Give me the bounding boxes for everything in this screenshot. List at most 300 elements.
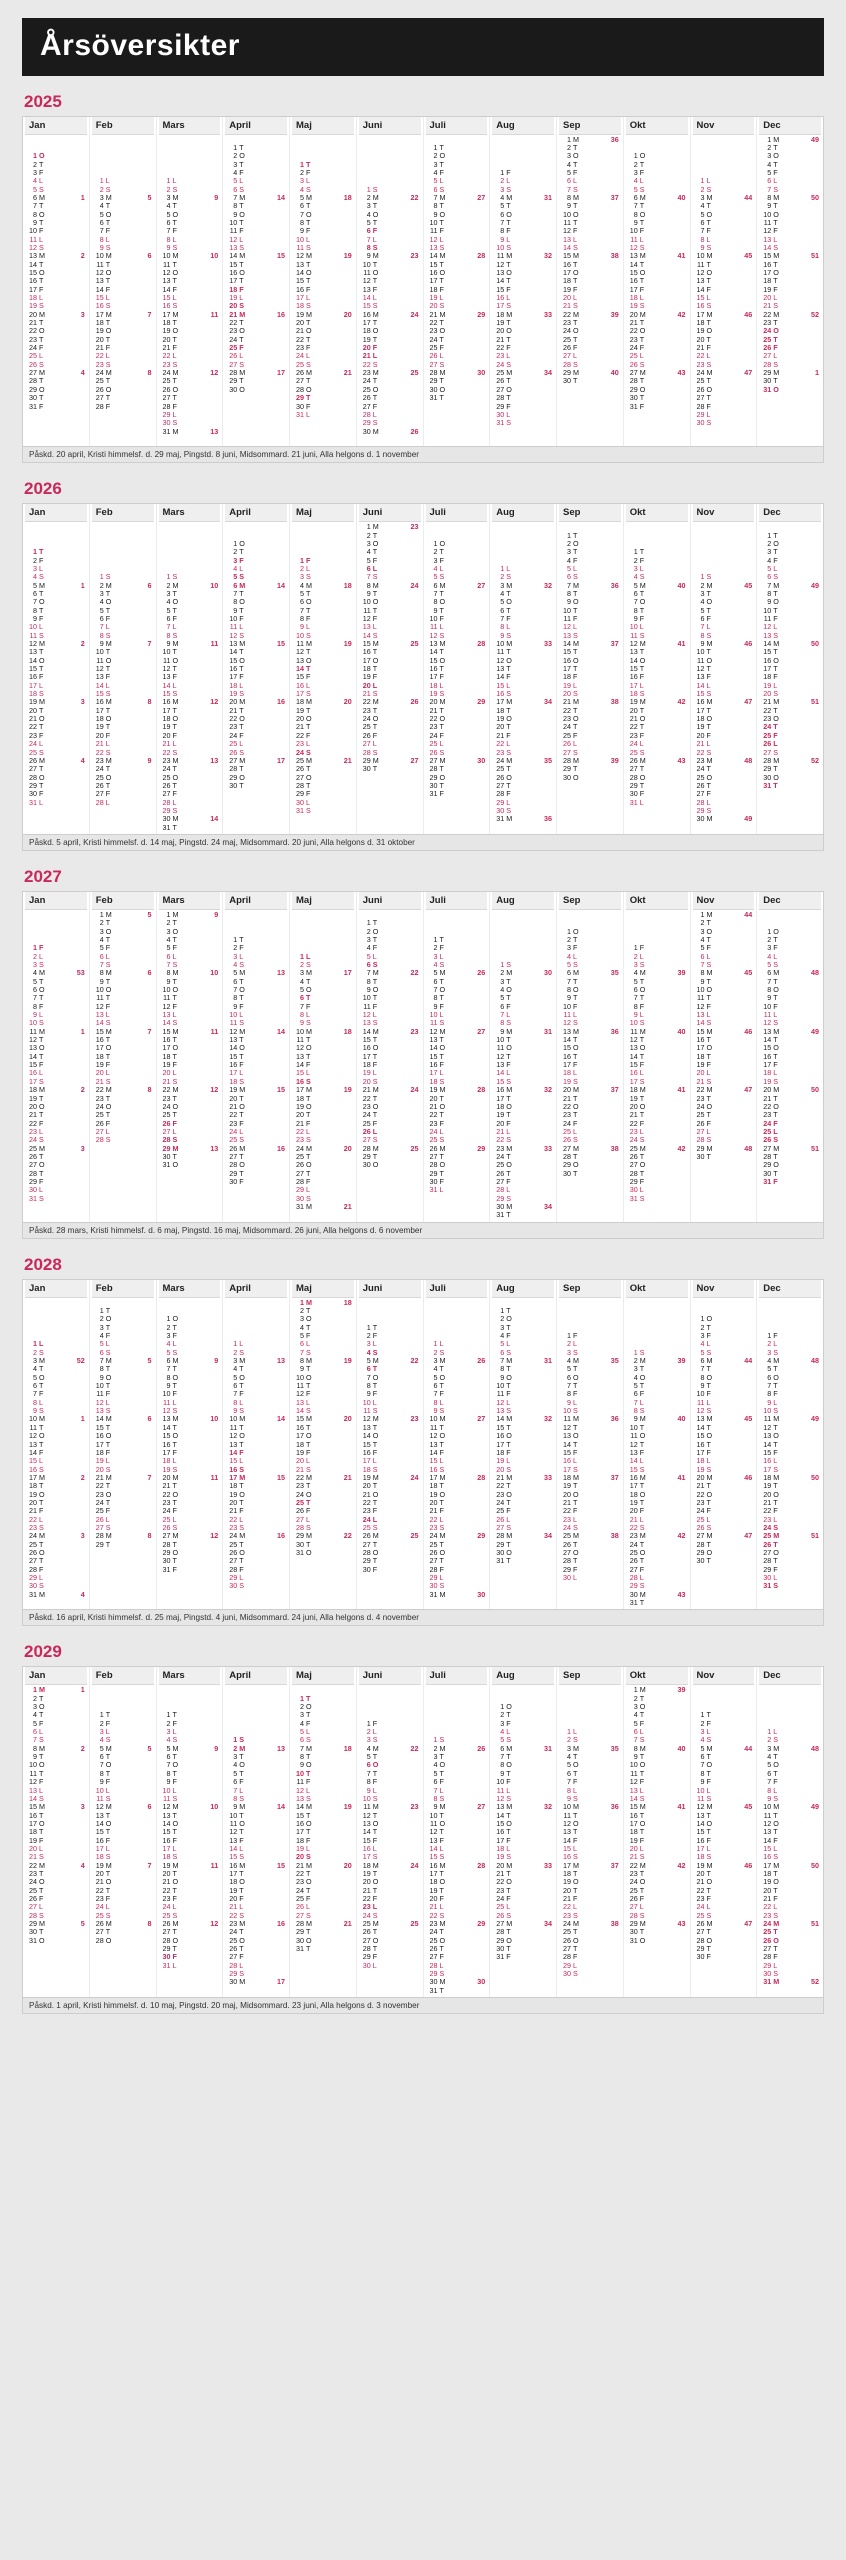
day-number: 18 bbox=[763, 276, 772, 286]
year-label: 2025 bbox=[24, 91, 62, 111]
day-number: 26 bbox=[296, 1160, 304, 1170]
day-number: 19 bbox=[29, 1093, 37, 1103]
day-letter: T bbox=[573, 547, 578, 557]
day-letter: S bbox=[105, 1464, 111, 1474]
day-letter: M bbox=[773, 697, 780, 707]
day-number: 3 bbox=[166, 926, 171, 936]
day-letter: M bbox=[706, 580, 713, 590]
day-number: 28 bbox=[563, 755, 571, 765]
day-letter: T bbox=[39, 547, 44, 557]
day-number: 16 bbox=[95, 697, 104, 707]
day-number: 22 bbox=[362, 697, 371, 707]
week-number: 5 bbox=[147, 192, 152, 202]
day-letter: T bbox=[105, 1497, 111, 1507]
day-letter: T bbox=[105, 376, 111, 386]
day-number: 2 bbox=[99, 184, 104, 194]
day-letter: O bbox=[506, 655, 512, 665]
day-letter: M bbox=[506, 1201, 513, 1211]
day-number: 27 bbox=[296, 376, 304, 386]
day-letter: M bbox=[306, 1143, 312, 1153]
holiday-notes: Påskd. 5 april, Kristi himmelsf. d. 14 maj, Pingstd. 24 maj, Midsommard. 20 juni, Alla helgons d. 31 oktober bbox=[23, 834, 823, 850]
week-number: 1 bbox=[80, 1414, 85, 1424]
week-number: 29 bbox=[477, 1143, 486, 1153]
day-letter: S bbox=[39, 359, 44, 369]
day-number: 11 bbox=[163, 655, 171, 665]
day-letter: S bbox=[105, 1406, 111, 1416]
day-number: 2 bbox=[366, 192, 371, 202]
month-column bbox=[157, 892, 224, 1222]
day-number: 28 bbox=[95, 1531, 104, 1541]
day-number: 1 bbox=[99, 176, 104, 186]
day-number: 4 bbox=[33, 176, 37, 186]
day-number: 6 bbox=[33, 985, 37, 995]
day-letter: M bbox=[773, 309, 780, 319]
day-number: 8 bbox=[99, 234, 104, 244]
day-letter: T bbox=[372, 764, 378, 774]
day-number: 17 bbox=[496, 697, 505, 707]
day-letter: T bbox=[172, 918, 177, 928]
day-letter: S bbox=[706, 1076, 712, 1086]
month-column bbox=[90, 892, 157, 1222]
day-number: 2 bbox=[567, 142, 571, 152]
day-letter: M bbox=[639, 192, 646, 202]
day-number: 8 bbox=[99, 968, 104, 978]
day-letter: T bbox=[439, 1035, 444, 1045]
day-letter: T bbox=[172, 605, 177, 615]
month-column bbox=[90, 1280, 157, 1610]
day-number: 13 bbox=[162, 276, 171, 286]
day-number: 23 bbox=[162, 1093, 171, 1103]
day-list bbox=[693, 910, 755, 1220]
day-number: 24 bbox=[362, 376, 371, 386]
day-number: 11 bbox=[96, 259, 104, 269]
day-number: 2 bbox=[233, 943, 238, 953]
day-number: 21 bbox=[429, 705, 438, 715]
day-letter: F bbox=[105, 343, 111, 353]
day-number: 15 bbox=[229, 1051, 238, 1061]
day-letter: O bbox=[706, 1043, 713, 1053]
day-letter: M bbox=[773, 580, 780, 590]
day-number: 11 bbox=[363, 1001, 371, 1011]
day-number: 17 bbox=[496, 1093, 505, 1103]
day-number: 28 bbox=[429, 764, 438, 774]
day-number: 28 bbox=[496, 789, 505, 799]
day-letter: M bbox=[573, 968, 579, 978]
day-row bbox=[693, 815, 755, 823]
day-letter: F bbox=[773, 943, 778, 953]
day-number: 15 bbox=[29, 268, 37, 277]
day-list bbox=[759, 522, 821, 832]
day-letter: F bbox=[639, 672, 645, 682]
day-number: 2 bbox=[567, 934, 571, 944]
month-column bbox=[90, 117, 157, 447]
day-letter: T bbox=[39, 1422, 44, 1432]
day-list bbox=[492, 910, 554, 1220]
day-number: 14 bbox=[162, 680, 171, 690]
day-letter: F bbox=[706, 943, 711, 953]
day-number: 25 bbox=[629, 351, 638, 361]
day-letter: F bbox=[239, 555, 244, 565]
day-number: 13 bbox=[362, 622, 371, 632]
week-number: 17 bbox=[343, 968, 352, 978]
day-letter: L bbox=[172, 351, 177, 361]
day-number: 22 bbox=[696, 747, 705, 757]
day-letter: O bbox=[105, 268, 112, 277]
day-number: 16 bbox=[29, 1464, 37, 1474]
day-letter: M bbox=[706, 251, 713, 261]
day-number: 14 bbox=[229, 251, 238, 261]
week-number: 14 bbox=[277, 1026, 285, 1036]
day-letter: S bbox=[39, 630, 44, 640]
day-letter: O bbox=[506, 714, 512, 724]
day-letter: T bbox=[372, 605, 378, 615]
day-letter: S bbox=[239, 689, 245, 699]
day-letter: T bbox=[573, 993, 578, 1003]
day-number: 2 bbox=[300, 167, 304, 177]
day-number: 14 bbox=[696, 1018, 705, 1028]
day-number: 20 bbox=[29, 705, 37, 715]
day-letter: T bbox=[372, 1035, 378, 1045]
day-number: 24 bbox=[95, 764, 104, 774]
day-number: 24 bbox=[763, 1118, 772, 1128]
week-number: 3 bbox=[80, 1143, 85, 1153]
day-letter: F bbox=[105, 1331, 111, 1341]
day-letter: M bbox=[372, 639, 379, 649]
day-number: 24 bbox=[496, 1151, 505, 1161]
week-number: 9 bbox=[214, 192, 219, 202]
day-number: 9 bbox=[233, 1001, 238, 1011]
day-number: 19 bbox=[563, 284, 571, 294]
day-number: 22 bbox=[563, 705, 571, 715]
day-letter: M bbox=[239, 755, 246, 765]
day-number: 12 bbox=[362, 1010, 371, 1020]
day-letter: O bbox=[172, 772, 179, 782]
day-letter: O bbox=[439, 1101, 446, 1111]
day-letter: F bbox=[105, 614, 111, 623]
day-letter: F bbox=[306, 1060, 311, 1070]
day-letter: S bbox=[439, 1135, 445, 1145]
day-list bbox=[626, 135, 688, 445]
day-number: 23 bbox=[229, 722, 238, 732]
day-letter: T bbox=[39, 705, 44, 715]
day-letter: F bbox=[706, 789, 711, 799]
day-letter: O bbox=[706, 985, 713, 995]
day-letter: O bbox=[105, 384, 112, 394]
day-number: 13 bbox=[29, 1043, 37, 1053]
day-letter: O bbox=[372, 209, 379, 219]
day-number: 19 bbox=[629, 301, 638, 311]
day-letter: S bbox=[372, 630, 378, 640]
day-number: 2 bbox=[33, 951, 37, 961]
day-letter: L bbox=[773, 1126, 778, 1136]
day-row bbox=[292, 1203, 354, 1211]
day-letter: M bbox=[172, 580, 179, 590]
day-number: 31 bbox=[29, 797, 37, 807]
day-number: 17 bbox=[29, 284, 37, 294]
day-letter: O bbox=[105, 326, 112, 336]
day-number: 19 bbox=[95, 722, 104, 732]
day-number: 16 bbox=[95, 301, 104, 311]
week-number: 5 bbox=[147, 909, 152, 919]
day-letter: F bbox=[372, 1060, 378, 1070]
day-letter: O bbox=[39, 209, 45, 219]
day-row bbox=[559, 774, 621, 782]
day-letter: M bbox=[706, 697, 713, 707]
day-number: 28 bbox=[95, 1135, 104, 1145]
day-number: 6 bbox=[33, 192, 37, 202]
day-letter: O bbox=[39, 985, 45, 995]
day-number: 21 bbox=[429, 309, 438, 319]
day-number: 29 bbox=[296, 1185, 304, 1195]
day-number: 27 bbox=[563, 1143, 571, 1153]
day-number: 7 bbox=[233, 588, 238, 598]
day-letter: T bbox=[439, 1151, 444, 1161]
day-number: 23 bbox=[429, 722, 438, 732]
day-number: 27 bbox=[162, 1126, 171, 1136]
day-letter: M bbox=[105, 968, 112, 978]
day-letter: F bbox=[306, 226, 311, 236]
day-number: 23 bbox=[162, 755, 171, 765]
day-letter: S bbox=[306, 1193, 311, 1203]
day-letter: L bbox=[506, 293, 511, 303]
day-letter: S bbox=[372, 572, 378, 582]
day-letter: O bbox=[639, 772, 646, 782]
day-letter: F bbox=[172, 730, 177, 740]
day-number: 11 bbox=[296, 242, 304, 252]
month-column bbox=[557, 504, 624, 834]
day-number: 22 bbox=[429, 318, 438, 328]
month-header: Maj bbox=[292, 892, 354, 910]
day-number: 4 bbox=[233, 563, 238, 573]
day-letter: S bbox=[506, 960, 512, 969]
day-number: 14 bbox=[496, 672, 505, 682]
day-number: 16 bbox=[496, 293, 505, 303]
month-column bbox=[357, 117, 424, 447]
day-letter: T bbox=[372, 934, 378, 944]
day-number: 15 bbox=[95, 689, 104, 699]
day-letter: S bbox=[306, 747, 311, 757]
day-letter: S bbox=[506, 1018, 512, 1028]
day-number: 1 bbox=[433, 538, 438, 548]
day-letter: S bbox=[172, 1076, 178, 1086]
day-letter: S bbox=[105, 960, 111, 969]
day-letter: M bbox=[506, 968, 513, 978]
day-number: 22 bbox=[162, 1085, 171, 1095]
day-number: 21 bbox=[496, 730, 505, 740]
day-letter: L bbox=[372, 563, 378, 573]
day-number: 7 bbox=[700, 226, 705, 236]
day-letter: T bbox=[439, 722, 444, 732]
month-header: Dec bbox=[759, 504, 821, 522]
day-letter: M bbox=[439, 755, 446, 765]
day-letter: L bbox=[239, 1126, 244, 1136]
month-header: Aug bbox=[492, 892, 554, 910]
day-number: 24 bbox=[229, 334, 238, 344]
day-number: 15 bbox=[563, 647, 571, 657]
day-number: 8 bbox=[633, 209, 638, 219]
day-letter: O bbox=[573, 1101, 579, 1111]
day-number: 11 bbox=[697, 655, 705, 665]
day-letter: F bbox=[105, 226, 111, 236]
day-number: 25 bbox=[29, 351, 37, 361]
day-number: 10 bbox=[362, 993, 371, 1003]
week-number: 20 bbox=[343, 697, 352, 707]
day-letter: O bbox=[239, 714, 245, 724]
day-letter: M bbox=[506, 1085, 513, 1095]
day-letter: S bbox=[105, 1135, 111, 1145]
week-number: 27 bbox=[477, 192, 486, 202]
day-list bbox=[559, 135, 621, 445]
day-letter: F bbox=[706, 343, 711, 353]
month-column bbox=[223, 504, 290, 834]
day-number: 11 bbox=[430, 226, 438, 236]
day-number: 8 bbox=[300, 614, 304, 623]
day-letter: M bbox=[39, 1531, 45, 1541]
day-number: 11 bbox=[496, 647, 505, 657]
day-letter: S bbox=[506, 689, 512, 699]
week-number: 6 bbox=[147, 251, 152, 261]
day-number: 5 bbox=[633, 976, 638, 986]
day-letter: F bbox=[639, 1176, 645, 1186]
day-number: 31 bbox=[496, 418, 505, 428]
day-number: 18 bbox=[563, 1068, 571, 1078]
day-number: 17 bbox=[362, 655, 371, 665]
day-letter: S bbox=[439, 242, 445, 252]
day-number: 11 bbox=[96, 655, 104, 665]
week-number: 36 bbox=[610, 580, 619, 590]
day-number: 6 bbox=[33, 1381, 37, 1391]
day-letter: T bbox=[506, 1210, 511, 1220]
day-row bbox=[159, 824, 221, 832]
day-number: 5 bbox=[366, 217, 371, 227]
day-letter: M bbox=[639, 1085, 646, 1095]
week-number: 43 bbox=[677, 755, 686, 765]
week-number: 28 bbox=[477, 1085, 486, 1095]
day-number: 29 bbox=[362, 1151, 371, 1161]
month-column bbox=[757, 504, 823, 834]
day-letter: M bbox=[439, 1026, 446, 1036]
day-number: 14 bbox=[496, 1068, 505, 1078]
day-number: 18 bbox=[563, 672, 571, 682]
week-number: 23 bbox=[410, 1026, 419, 1036]
day-letter: T bbox=[172, 934, 177, 944]
day-letter: M bbox=[239, 1143, 246, 1153]
day-letter: M bbox=[39, 309, 45, 319]
day-number: 25 bbox=[629, 1143, 638, 1153]
day-letter: F bbox=[306, 1118, 311, 1128]
day-letter: S bbox=[439, 1018, 445, 1028]
day-letter: T bbox=[172, 1051, 177, 1061]
day-letter: T bbox=[372, 1151, 378, 1161]
day-row bbox=[626, 799, 688, 807]
day-number: 4 bbox=[700, 597, 705, 607]
day-number: 17 bbox=[763, 664, 772, 674]
day-letter: S bbox=[239, 572, 245, 582]
day-number: 23 bbox=[296, 1135, 304, 1145]
day-letter: F bbox=[39, 1118, 44, 1128]
day-letter: F bbox=[39, 284, 44, 294]
day-letter: M bbox=[306, 639, 312, 649]
day-number: 31 bbox=[763, 384, 772, 394]
day-number: 23 bbox=[296, 739, 304, 749]
day-number: 22 bbox=[296, 730, 304, 740]
day-letter: L bbox=[573, 1068, 577, 1078]
month-column bbox=[424, 504, 491, 834]
day-letter: F bbox=[239, 672, 244, 682]
day-letter: T bbox=[105, 1322, 111, 1332]
day-number: 30 bbox=[229, 384, 238, 394]
day-letter: O bbox=[506, 985, 512, 995]
day-number: 2 bbox=[99, 1314, 104, 1324]
day-number: 21 bbox=[362, 689, 371, 699]
day-letter: S bbox=[372, 1076, 378, 1086]
day-number: 28 bbox=[696, 401, 705, 411]
day-letter: M bbox=[573, 580, 579, 590]
day-number: 26 bbox=[563, 1135, 571, 1145]
day-list bbox=[225, 135, 287, 445]
day-number: 7 bbox=[166, 226, 171, 236]
week-number: 19 bbox=[343, 1085, 352, 1095]
day-number: 30 bbox=[296, 797, 304, 807]
day-number: 1 bbox=[767, 926, 772, 936]
day-number: 26 bbox=[629, 359, 638, 369]
day-letter: T bbox=[573, 142, 578, 152]
day-number: 6 bbox=[233, 580, 238, 590]
day-number: 31 bbox=[29, 401, 37, 411]
day-number: 1 bbox=[767, 530, 772, 540]
day-letter: L bbox=[39, 1068, 43, 1078]
day-letter: O bbox=[39, 1547, 45, 1557]
week-number: 8 bbox=[147, 368, 152, 378]
month-column bbox=[23, 117, 90, 447]
day-number: 24 bbox=[563, 326, 571, 336]
day-letter: T bbox=[773, 588, 778, 598]
day-letter: T bbox=[372, 664, 378, 674]
day-number: 29 bbox=[229, 772, 238, 782]
day-letter: F bbox=[39, 401, 44, 411]
day-letter: O bbox=[773, 1043, 779, 1053]
day-number: 13 bbox=[629, 251, 638, 261]
day-number: 17 bbox=[229, 1068, 238, 1078]
day-row bbox=[559, 1170, 621, 1178]
day-number: 12 bbox=[362, 614, 371, 623]
day-letter: M bbox=[439, 697, 446, 707]
week-number: 1 bbox=[80, 192, 85, 202]
day-number: 13 bbox=[629, 647, 638, 657]
week-number: 40 bbox=[677, 1026, 686, 1036]
day-number: 12 bbox=[429, 234, 438, 244]
day-number: 29 bbox=[563, 368, 571, 378]
day-letter: T bbox=[506, 764, 511, 774]
day-number: 14 bbox=[362, 1026, 371, 1036]
day-letter: F bbox=[706, 1060, 711, 1070]
day-number: 14 bbox=[29, 1051, 37, 1061]
day-letter: F bbox=[706, 730, 711, 740]
day-letter: L bbox=[773, 680, 778, 690]
day-list bbox=[292, 910, 354, 1220]
day-letter: T bbox=[773, 201, 778, 211]
day-number: 18 bbox=[629, 293, 638, 303]
day-letter: T bbox=[506, 318, 511, 328]
day-number: 6 bbox=[700, 217, 705, 227]
day-letter: F bbox=[573, 226, 578, 236]
day-number: 14 bbox=[563, 639, 571, 649]
day-number: 2 bbox=[633, 951, 638, 961]
day-letter: O bbox=[306, 655, 312, 665]
day-number: 8 bbox=[700, 630, 705, 640]
day-letter: O bbox=[39, 268, 45, 277]
day-number: 3 bbox=[33, 960, 37, 969]
